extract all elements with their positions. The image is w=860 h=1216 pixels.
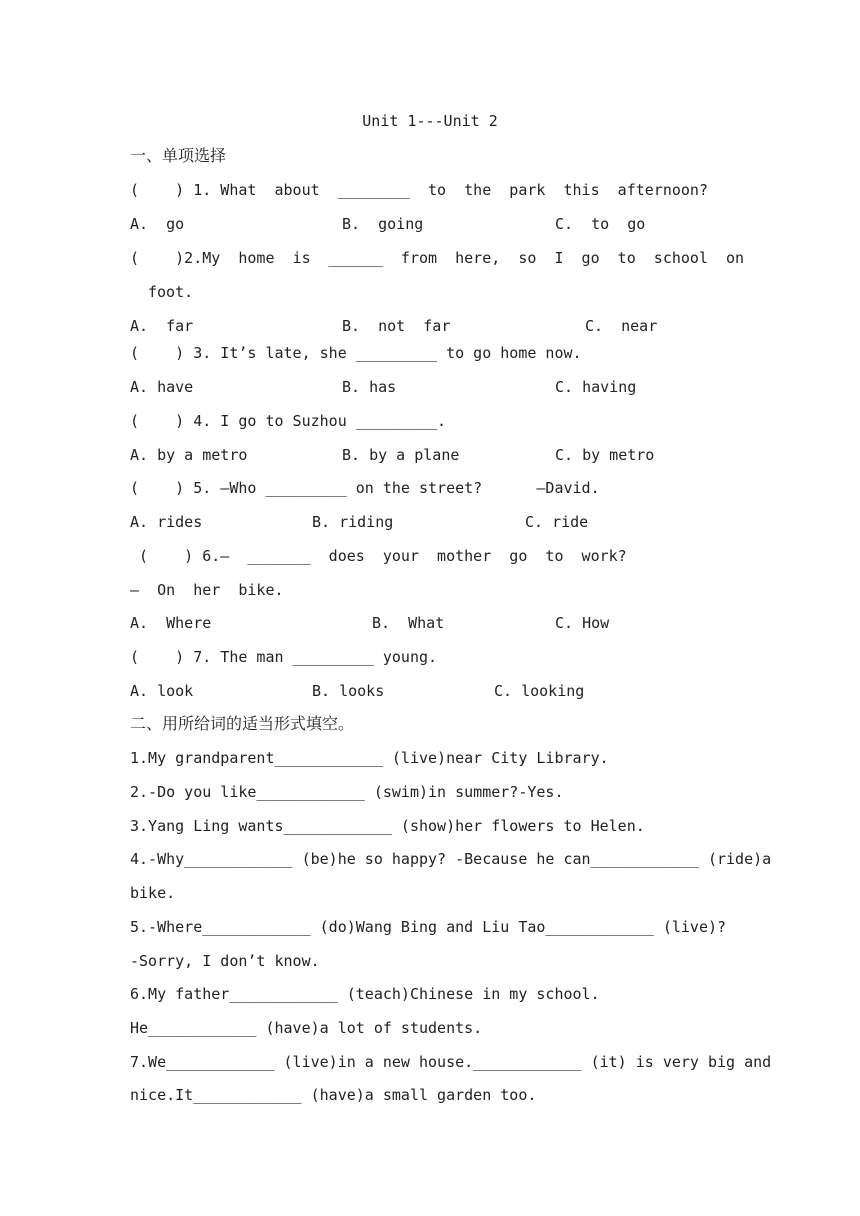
question-7-stem: ( ) 7. The man _________ young.: [130, 648, 438, 666]
question-3-option-c: C. having: [555, 378, 637, 396]
question-7-option-c: C. looking: [494, 682, 585, 700]
question-3-option-a: A. have: [130, 378, 194, 396]
fill-line-3: 3.Yang Ling wants____________ (show)her flowers to Helen.: [130, 817, 645, 835]
question-5-stem: ( ) 5. —Who _________ on the street? —David.: [130, 479, 600, 497]
question-2-stem: ( )2.My home is ______ from here, so I go to school on: [130, 249, 745, 267]
question-1-option-a: A. go: [130, 215, 185, 233]
question-4-stem: ( ) 4. I go to Suzhou _________.: [130, 412, 447, 430]
question-2-option-a: A. far: [130, 317, 194, 335]
question-6-option-b: B. What: [372, 614, 445, 632]
question-4-option-a: A. by a metro: [130, 446, 248, 464]
question-3-stem: ( ) 3. It’s late, she _________ to go home now.: [130, 344, 582, 362]
question-4-option-c: C. by metro: [555, 446, 655, 464]
question-7-option-a: A. look: [130, 682, 194, 700]
question-5-option-c: C. ride: [525, 513, 589, 531]
question-3-option-b: B. has: [342, 378, 397, 396]
fill-line-5-cont: -Sorry, I don’t know.: [130, 952, 320, 970]
fill-line-1: 1.My grandparent____________ (live)near City Library.: [130, 749, 609, 767]
question-1-option-b: B. going: [342, 215, 424, 233]
question-2-stem-cont: foot.: [148, 283, 194, 301]
question-1-stem: ( ) 1. What about ________ to the park this afternoon?: [130, 181, 708, 199]
question-2-option-c: C. near: [585, 317, 658, 335]
fill-line-7: 7.We____________ (live)in a new house.____________ (it) is very big and: [130, 1053, 772, 1071]
section1-heading: 一、单项选择: [130, 146, 227, 165]
fill-line-6: 6.My father____________ (teach)Chinese in my school.: [130, 985, 600, 1003]
fill-line-7-cont: nice.It____________ (have)a small garden too.: [130, 1086, 537, 1104]
question-5-option-b: B. riding: [312, 513, 394, 531]
fill-line-5: 5.-Where____________ (do)Wang Bing and Liu Tao____________ (live)?: [130, 918, 727, 936]
question-6-option-c: C. How: [555, 614, 610, 632]
fill-line-6-cont: He____________ (have)a lot of students.: [130, 1019, 483, 1037]
fill-line-4-cont: bike.: [130, 884, 176, 902]
section2-heading: 二、用所给词的适当形式填空。: [130, 714, 355, 733]
question-6-stem: ( ) 6.— _______ does your mother go to work?: [130, 547, 627, 565]
question-2-option-b: B. not far: [342, 317, 451, 335]
fill-line-4: 4.-Why____________ (be)he so happy? -Because he can____________ (ride)a: [130, 850, 772, 868]
question-6-stem-cont: — On her bike.: [130, 581, 284, 599]
question-4-option-b: B. by a plane: [342, 446, 460, 464]
question-5-option-a: A. rides: [130, 513, 203, 531]
fill-line-2: 2.-Do you like____________ (swim)in summer?-Yes.: [130, 783, 564, 801]
question-1-option-c: C. to go: [555, 215, 646, 233]
page-title: Unit 1---Unit 2: [362, 112, 498, 130]
question-6-option-a: A. Where: [130, 614, 212, 632]
question-7-option-b: B. looks: [312, 682, 385, 700]
